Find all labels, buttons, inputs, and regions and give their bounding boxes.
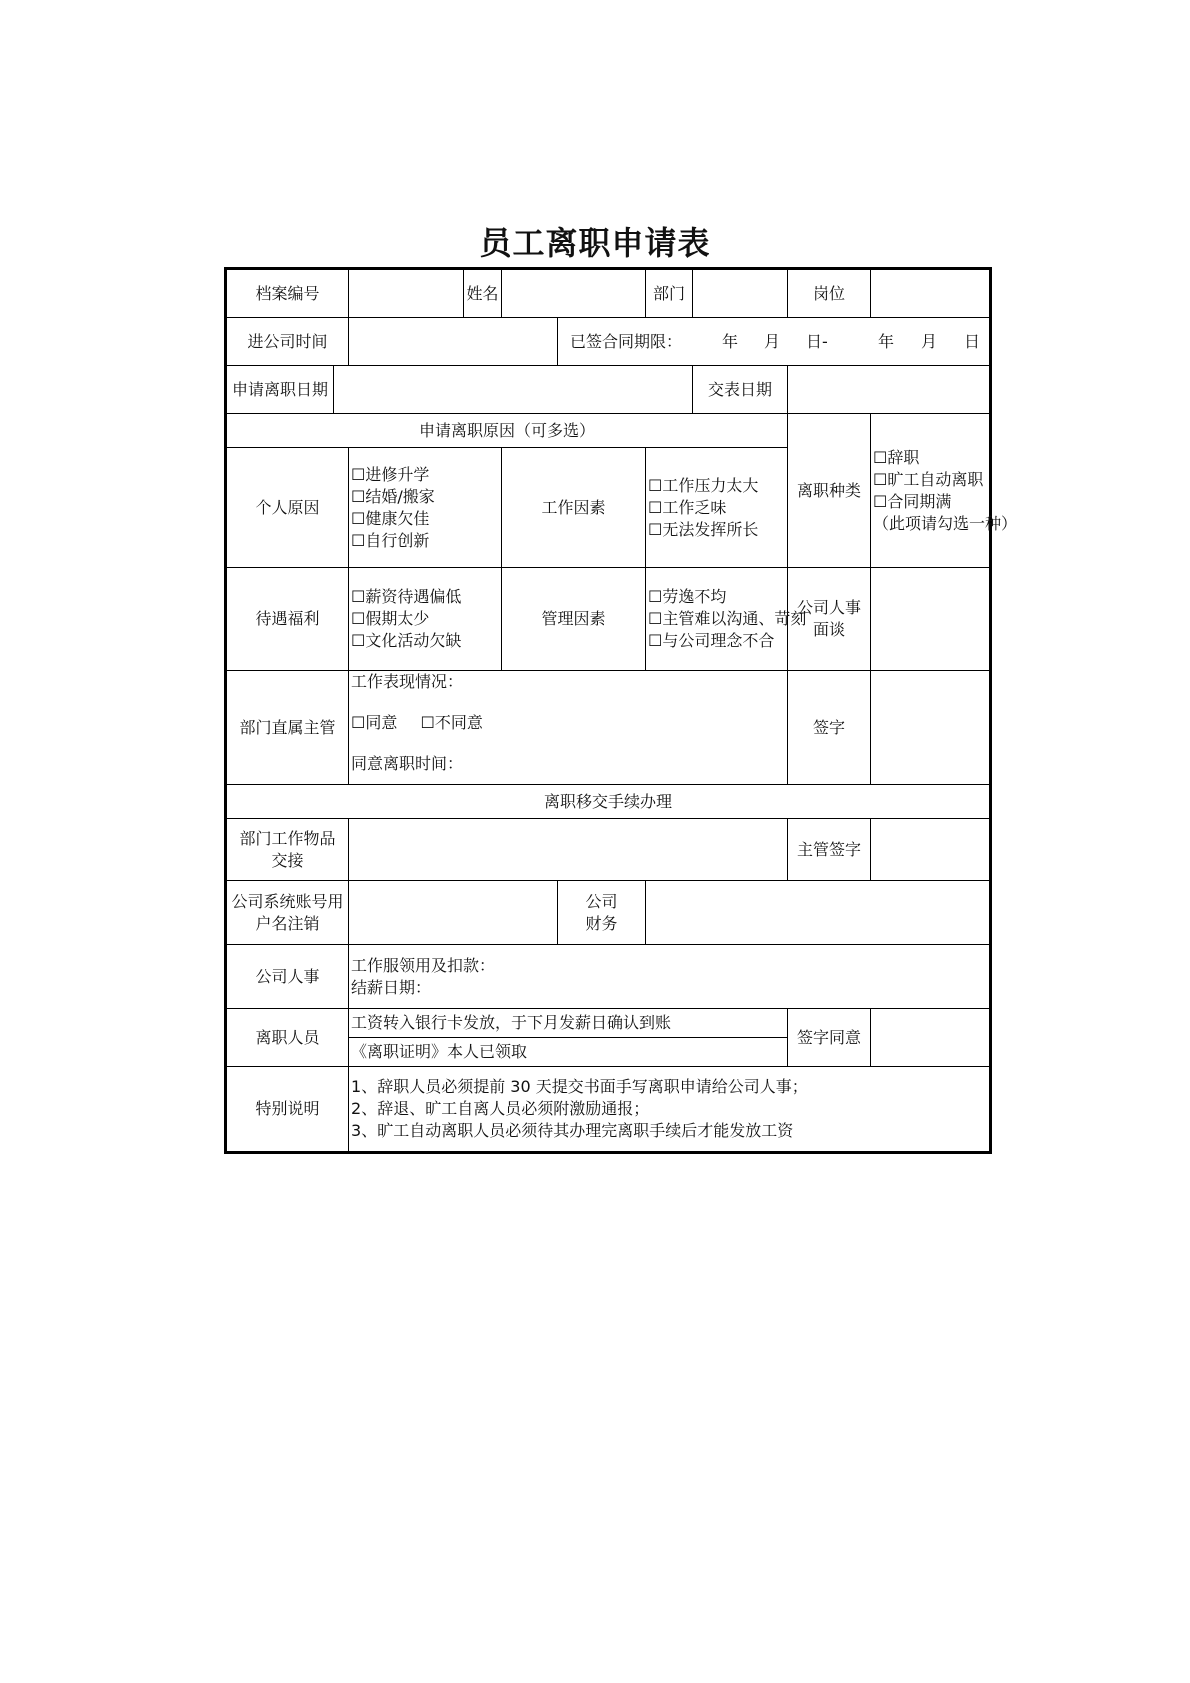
post-label: 岗位 [788, 269, 871, 318]
welfare-label: 待遇福利 [226, 568, 349, 671]
finance-label [558, 881, 646, 945]
apply-date-value[interactable] [334, 366, 693, 414]
sign-agree-value[interactable] [871, 1009, 991, 1067]
contract-day-1: 日- [806, 331, 828, 351]
certificate-text: 《离职证明》本人已领取 [349, 1038, 788, 1067]
notes-label: 特别说明 [226, 1067, 349, 1153]
hr-label: 公司人事 [226, 945, 349, 1009]
manager-sign-label: 主管签字 [788, 819, 871, 881]
personal-reason-options[interactable] [349, 448, 502, 568]
supervisor-label: 部门直属主管 [226, 671, 349, 785]
account-cancel-label [226, 881, 349, 945]
supervisor-content[interactable] [349, 671, 788, 785]
join-date-value[interactable] [349, 318, 558, 366]
work-factor-label: 工作因素 [502, 448, 646, 568]
management-options[interactable] [646, 568, 807, 671]
file-no-label: 档案编号 [226, 269, 349, 318]
contract-year-2: 年 [878, 331, 895, 351]
management-label: 管理因素 [502, 568, 646, 671]
handover-date-label: 交表日期 [693, 366, 788, 414]
name-value[interactable] [502, 269, 646, 318]
name-label: 姓名 [464, 269, 502, 318]
hr-interview-line: 公司人事 [797, 598, 862, 617]
supervisor-sign-label: 签字 [788, 671, 871, 785]
account-cancel-line: 户名注销 [255, 913, 320, 933]
post-value[interactable] [871, 269, 991, 318]
manager-sign-value[interactable] [871, 819, 991, 881]
work-option[interactable]: ☐工作压力太大 [648, 475, 759, 495]
account-cancel-line: 公司系统账号用 [231, 891, 344, 911]
contract-month-1: 月 [764, 331, 781, 351]
sign-agree-label: 签字同意 [788, 1009, 871, 1067]
note-item: 1、辞职人员必须提前 30 天提交书面手写离职申请给公司人事； [351, 1077, 808, 1096]
handover-header: 离职移交手续办理 [226, 785, 991, 819]
leave-type-label: 离职种类 [788, 414, 871, 568]
account-cancel-value[interactable] [349, 881, 558, 945]
contract-month-2: 月 [921, 331, 938, 351]
hr-content[interactable] [349, 945, 991, 1009]
agree-checkbox[interactable]: ☐同意 [351, 713, 398, 732]
leave-type-option[interactable]: ☐辞职 [873, 447, 920, 467]
notes-content [349, 1067, 991, 1153]
file-no-value[interactable] [349, 269, 464, 318]
leave-type-options[interactable] [871, 414, 1018, 568]
leaver-label: 离职人员 [226, 1009, 349, 1067]
agree-time-label: 同意离职时间： [351, 754, 464, 773]
welfare-option[interactable]: ☐文化活动欠缺 [351, 631, 462, 650]
finance-line: 财务 [585, 913, 618, 933]
work-factor-options[interactable] [646, 448, 788, 568]
bank-transfer-text: 工资转入银行卡发放，于下月发薪日确认到账 [349, 1009, 788, 1038]
apply-date-label: 申请离职日期 [226, 366, 334, 414]
finance-line: 公司 [585, 891, 618, 911]
handover-date-value[interactable] [788, 366, 991, 414]
hr-interview-value[interactable] [871, 568, 991, 671]
welfare-option[interactable]: ☐薪资待遇偏低 [351, 587, 462, 606]
form-table [224, 267, 1018, 1154]
management-option[interactable]: ☐劳逸不均 [648, 587, 727, 606]
work-option[interactable]: ☐工作乏味 [648, 497, 727, 517]
items-handover-value[interactable] [349, 819, 788, 881]
work-option[interactable]: ☐无法发挥所长 [648, 519, 759, 539]
items-handover-line: 交接 [271, 850, 304, 870]
welfare-option[interactable]: ☐假期太少 [351, 609, 430, 628]
leave-type-option[interactable]: ☐合同期满 [873, 491, 952, 511]
personal-reason-label: 个人原因 [226, 448, 349, 568]
join-date-label: 进公司时间 [226, 318, 349, 366]
items-handover-line: 部门工作物品 [239, 828, 336, 848]
disagree-checkbox[interactable]: ☐不同意 [420, 713, 483, 732]
leave-type-note: （此项请勾选一种） [873, 513, 1018, 533]
performance-label: 工作表现情况： [351, 672, 464, 691]
contract-label: 已签合同期限： [570, 331, 683, 351]
personal-option[interactable]: ☐健康欠佳 [351, 508, 430, 528]
supervisor-sign-value[interactable] [871, 671, 991, 785]
uniform-label: 工作服领用及扣款： [351, 955, 496, 975]
dept-label: 部门 [646, 269, 693, 318]
contract-year-1: 年 [722, 331, 739, 351]
reasons-header: 申请离职原因（可多选） [226, 414, 788, 448]
hr-interview-line: 面谈 [813, 620, 846, 639]
items-handover-label [226, 819, 349, 881]
personal-option[interactable]: ☐自行创新 [351, 530, 430, 550]
form-title: 员工离职申请表 [479, 224, 711, 262]
personal-option[interactable]: ☐进修升学 [351, 464, 430, 484]
management-option[interactable]: ☐与公司理念不合 [648, 631, 775, 650]
resignation-form [224, 267, 1018, 1157]
note-item: 3、旷工自动离职人员必须待其办理完离职手续后才能发放工资 [351, 1121, 794, 1140]
personal-option[interactable]: ☐结婚/搬家 [351, 486, 435, 506]
leave-type-option[interactable]: ☐旷工自动离职 [873, 469, 984, 489]
contract-day-2: 日 [964, 331, 981, 351]
finance-value[interactable] [646, 881, 991, 945]
contract-period[interactable] [558, 318, 991, 366]
salary-date-label: 结薪日期： [351, 977, 432, 997]
note-item: 2、辞退、旷工自离人员必须附激励通报； [351, 1099, 650, 1118]
dept-value[interactable] [693, 269, 788, 318]
welfare-options[interactable] [349, 568, 502, 671]
management-option[interactable]: ☐主管难以沟通、苛刻 [648, 609, 807, 628]
